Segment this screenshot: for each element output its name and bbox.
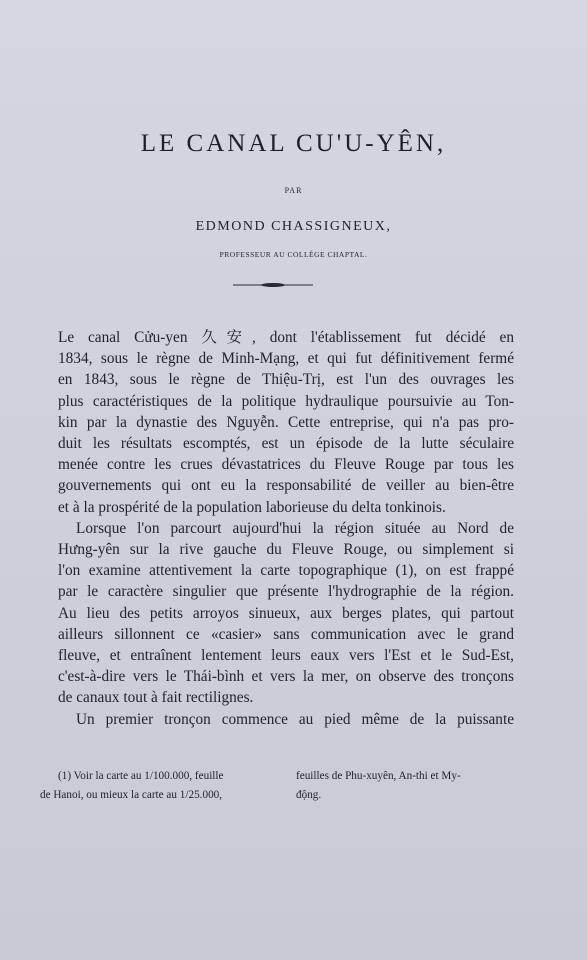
body-line: menée contre les crues dévastatrices du Fleuve Rouge par tous les	[58, 456, 514, 474]
body-line: Au lieu des petits arroyos sinueux, aux berges plates, qui partout	[58, 604, 514, 622]
footnote-line: động.	[296, 789, 322, 801]
body-line: Le canal Cửu-yen 久安, dont l'établissement fut décidé en	[58, 329, 514, 346]
footnote-line: de Hanoi, ou mieux la carte au 1/25.000,	[40, 789, 223, 801]
body-line: gouvernements qui ont eu la responsabilité de veiller au bien-être	[58, 477, 514, 495]
body-line: c'est-à-dire vers le Thái-bình et vers la mer, on observe des tronçons	[58, 668, 514, 686]
body-line: en 1843, sous le règne de Thiệu-Trị, est l'un des ouvrages les	[58, 371, 514, 389]
body-line: de canaux tout à fait rectilignes.	[58, 689, 254, 707]
by-line-par: PAR	[284, 186, 303, 195]
footnote-line: feuilles de Phu-xuyên, An-thi et My-	[296, 770, 461, 782]
article-body	[58, 327, 514, 730]
body-line: Hưng-yên sur la rive gauche du Fleuve Rouge, ou simplement si	[58, 541, 514, 559]
footnote-line: (1) Voir la carte au 1/100.000, feuille	[58, 770, 224, 782]
body-line: l'on examine attentivement la carte topographique (1), on est frappé	[58, 562, 514, 580]
body-line: ailleurs sillonnent ce «casier» sans communication avec le grand	[58, 625, 514, 643]
body-line: plus caractéristiques de la politique hydraulique poursuivie au Ton-	[58, 392, 514, 410]
body-line: Lorsque l'on parcourt aujourd'hui la région située au Nord de	[76, 519, 514, 537]
footnote-column-left	[40, 767, 278, 805]
ornament-divider-icon	[233, 281, 313, 289]
author-affiliation: PROFESSEUR AU COLLÈGE CHAPTAL.	[219, 250, 368, 259]
body-line: par le caractère singulier que présente l'hydrographie de la région.	[58, 583, 514, 601]
footnote-column-right	[296, 767, 520, 805]
body-line: 1834, sous le règne de Minh-Mạng, et qui fut définitivement fermé	[58, 350, 514, 368]
author-name: EDMOND CHASSIGNEUX,	[195, 219, 392, 234]
body-line: fleuve, et entraînent lentement leurs eaux vers l'Est et le Sud-Est,	[58, 647, 514, 665]
body-line: duit les résultats escomptés, est un épisode de la lutte séculaire	[58, 435, 514, 453]
body-line: kin par la dynastie des Nguyễn. Cette entreprise, qui n'a pas pro-	[58, 413, 514, 431]
body-line: Un premier tronçon commence au pied même de la puissante	[76, 710, 514, 728]
article-title: LE CANAL CU'U-YÊN,	[140, 130, 447, 157]
body-line: et à la prospérité de la population laborieuse du delta tonkinois.	[58, 498, 446, 516]
